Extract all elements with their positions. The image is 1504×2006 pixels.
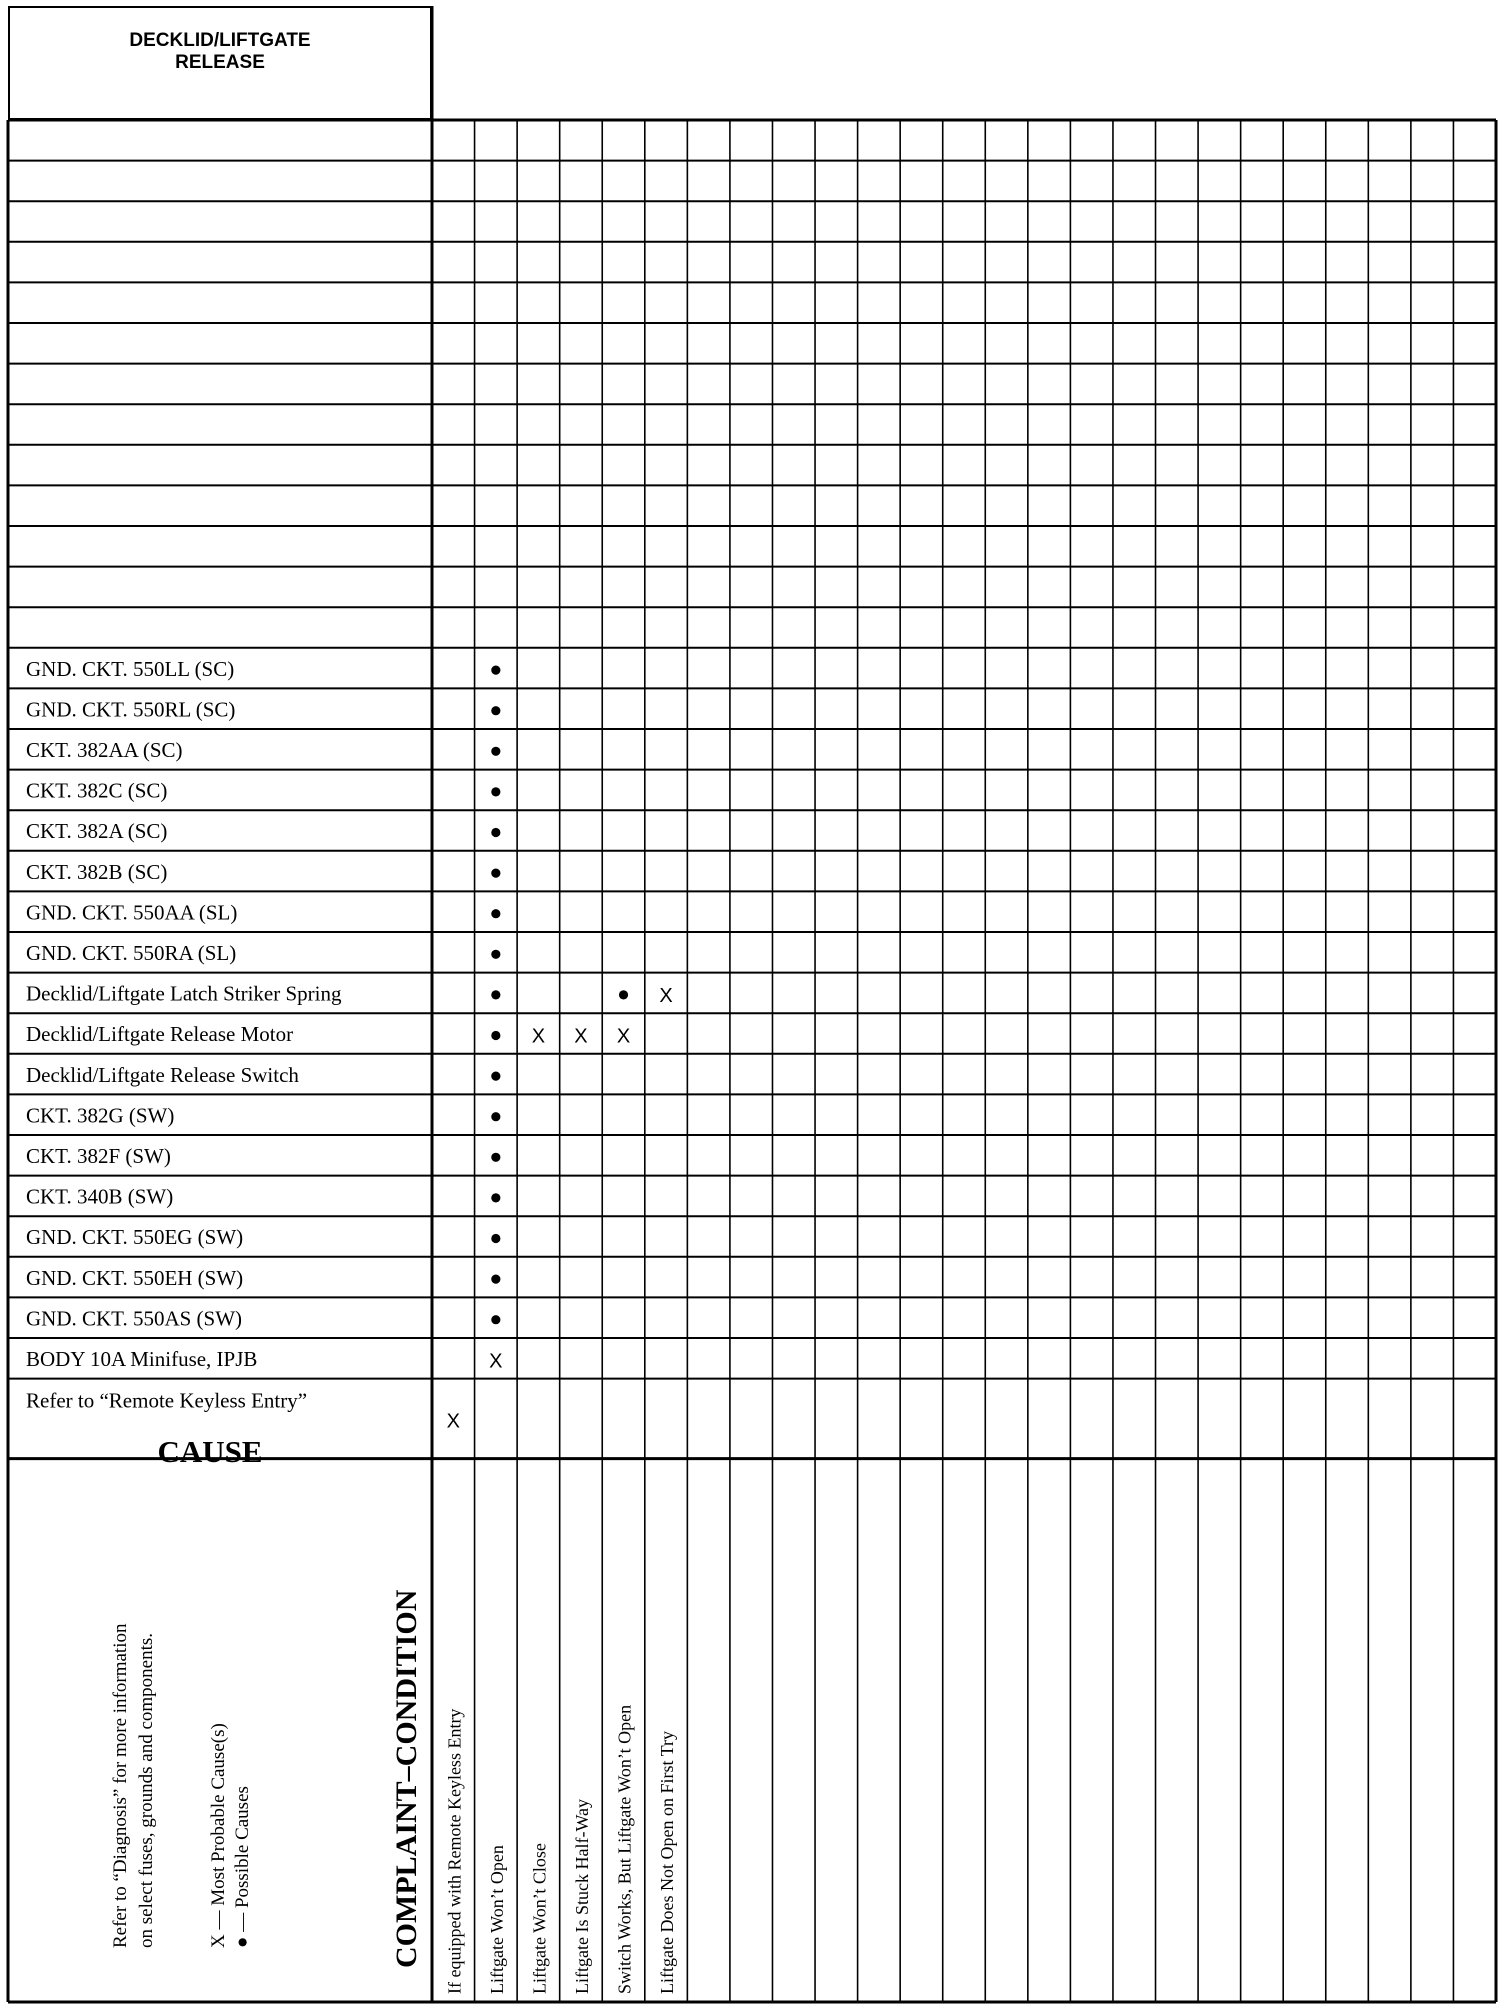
most-probable-x: X — [574, 1025, 588, 1048]
cause-label: GND. CKT. 550LL (SC) — [26, 656, 235, 681]
most-probable-x: X — [446, 1410, 460, 1433]
cause-label: GND. CKT. 550AS (SW) — [26, 1306, 243, 1331]
cause-label: CKT. 382C (SC) — [26, 778, 168, 803]
cause-label: Decklid/Liftgate Release Switch — [26, 1062, 299, 1087]
cause-label: GND. CKT. 550RA (SL) — [26, 941, 237, 965]
condition-label: Liftgate Is Stuck Half-Way — [571, 1799, 592, 1994]
condition-label: Liftgate Won’t Close — [529, 1843, 550, 1994]
cause-label: CKT. 340B (SW) — [26, 1184, 174, 1209]
cause-label: CKT. 382G (SW) — [26, 1103, 175, 1128]
cause-label: CKT. 382B (SC) — [26, 859, 168, 884]
possible-cause-dot — [491, 706, 500, 715]
condition-label: Switch Works, But Liftgate Won’t Open — [614, 1704, 635, 1994]
condition-label: Liftgate Does Not Open on First Try — [657, 1731, 678, 1994]
refer-note-line-1: Refer to “Diagnosis” for more information — [110, 1623, 131, 1948]
possible-cause-dot — [491, 990, 500, 999]
most-probable-x: X — [531, 1025, 546, 1048]
cause-label: GND. CKT. 550RL (SC) — [26, 697, 236, 722]
cause-label: BODY 10A Minifuse, IPJB — [26, 1347, 258, 1371]
legend-possible: ● — Possible Causes — [232, 1786, 253, 1948]
possible-cause-dot — [491, 747, 500, 756]
possible-cause-dot — [491, 1193, 500, 1202]
possible-cause-dot — [491, 1031, 500, 1040]
possible-cause-dot — [619, 990, 628, 999]
possible-cause-dot — [491, 869, 500, 878]
refer-note-line-2: on select fuses, grounds and components. — [136, 1632, 157, 1948]
condition-labels — [444, 1705, 677, 1994]
possible-cause-dot — [491, 787, 500, 796]
possible-cause-dot — [491, 828, 500, 837]
most-probable-x: X — [616, 1025, 631, 1048]
most-probable-x: X — [659, 984, 673, 1007]
possible-cause-dot — [491, 950, 500, 959]
title-line-1: DECKLID/LIFTGATE — [129, 30, 311, 51]
cause-label: CKT. 382F (SW) — [26, 1144, 171, 1168]
possible-cause-dot — [491, 1072, 500, 1081]
legend-most-probable: X — Most Probable Cause(s) — [208, 1723, 229, 1948]
possible-cause-dot — [491, 909, 500, 918]
cause-label: GND. CKT. 550EG (SW) — [26, 1225, 244, 1250]
condition-label: If equipped with Remote Keyless Entry — [444, 1708, 465, 1994]
possible-cause-dot — [491, 1112, 500, 1121]
possible-cause-dot — [491, 1315, 500, 1324]
cause-label: Refer to “Remote Keyless Entry” — [26, 1388, 308, 1413]
cause-label: GND. CKT. 550AA (SL) — [26, 900, 238, 925]
cause-label: CKT. 382A (SC) — [26, 819, 168, 844]
cause-label: Decklid/Liftgate Latch Striker Spring — [26, 981, 342, 1006]
title-line-2: RELEASE — [175, 52, 265, 73]
cause-label: CKT. 382AA (SC) — [26, 738, 183, 762]
complaint-condition-heading: COMPLAINT–CONDITION — [390, 1589, 423, 1968]
cause-label: GND. CKT. 550EH (SW) — [26, 1265, 244, 1290]
possible-cause-dot — [491, 1234, 500, 1243]
condition-label: Liftgate Won’t Open — [486, 1845, 507, 1994]
possible-cause-dot — [491, 666, 500, 675]
possible-cause-dot — [491, 1275, 500, 1284]
cause-label: Decklid/Liftgate Release Motor — [26, 1022, 294, 1047]
cause-heading: CAUSE — [157, 1434, 263, 1469]
most-probable-x: X — [489, 1350, 503, 1373]
possible-cause-dot — [491, 1153, 500, 1162]
